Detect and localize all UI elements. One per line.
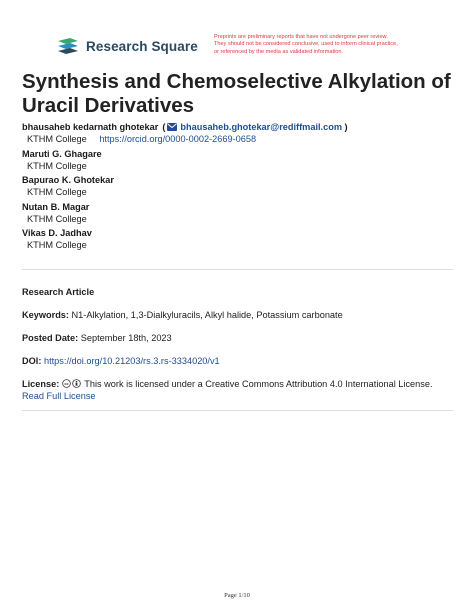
affiliation-text: KTHM College: [27, 134, 87, 144]
posted-date-text: September 18th, 2023: [80, 333, 172, 343]
author-name: Nutan B. Magar: [22, 201, 90, 212]
disclaimer-line: They should not be considered conclusive, used to inform clinical practice,: [214, 41, 398, 48]
svg-text:cc: cc: [64, 381, 69, 386]
doi: [22, 355, 452, 367]
author-list: [22, 121, 462, 254]
doi-link[interactable]: https://doi.org/10.21203/rs.3.rs-3334020/v1: [43, 356, 220, 366]
disclaimer-line: or referenced by the media as validated information.: [214, 48, 344, 55]
paper-title: Synthesis and Chemoselective Alkylation of Uracil Derivatives: [22, 70, 451, 117]
disclaimer-line: Preprints are preliminary reports that have not undergone peer review.: [214, 34, 388, 40]
by-icon: [72, 379, 81, 388]
author-name: Vikas D. Jadhav: [22, 228, 92, 238]
author-email-link[interactable]: [162, 121, 347, 133]
license-icons: [62, 379, 82, 388]
divider: [22, 269, 453, 270]
license-label: License:: [22, 379, 60, 389]
author-affiliation: KTHM College: [27, 213, 87, 224]
page-header: [56, 34, 456, 68]
orcid-link[interactable]: https://orcid.org/0000-0002-2669-0658: [99, 134, 257, 144]
paren-close: ): [342, 122, 348, 132]
author-name: [22, 121, 462, 133]
author-affiliation: KTHM College: [27, 160, 87, 171]
author-affiliation: [22, 133, 462, 146]
article-type-text: Research Article: [22, 287, 95, 297]
paren-open: (: [162, 122, 166, 132]
read-full-license-link[interactable]: Read Full License: [22, 391, 96, 401]
preprint-disclaimer: [214, 34, 444, 56]
author-affiliation: KTHM College: [27, 187, 87, 197]
doi-label: DOI:: [22, 356, 42, 366]
logo-text: Research Square: [86, 38, 198, 54]
author-affiliation: KTHM College: [27, 240, 87, 250]
article-type: [22, 286, 452, 298]
author-name-text: bhausaheb kedarnath ghotekar: [22, 122, 159, 132]
posted-date-label: Posted Date:: [22, 333, 79, 343]
envelope-icon: [167, 123, 177, 131]
author-name: Maruti G. Ghagare: [22, 148, 102, 159]
research-square-logo[interactable]: [56, 37, 198, 55]
keywords: [22, 309, 452, 321]
license: [22, 378, 452, 402]
cc-icon: [62, 379, 71, 388]
divider: [22, 410, 453, 411]
keywords-text: N1-Alkylation, 1,3-Dialkyluracils, Alkyl halide, Potassium carbonate: [71, 310, 343, 320]
license-text: This work is licensed under a Creative Commons Attribution 4.0 International License.: [84, 379, 433, 389]
page-number: Page 1/10: [224, 592, 250, 599]
posted-date: [22, 332, 452, 344]
research-square-logo-icon: [56, 37, 80, 55]
author-name: Bapurao K. Ghotekar: [22, 175, 114, 185]
keywords-label: Keywords:: [22, 310, 69, 320]
author-email[interactable]: bhausaheb.ghotekar@rediffmail.com: [180, 122, 342, 132]
